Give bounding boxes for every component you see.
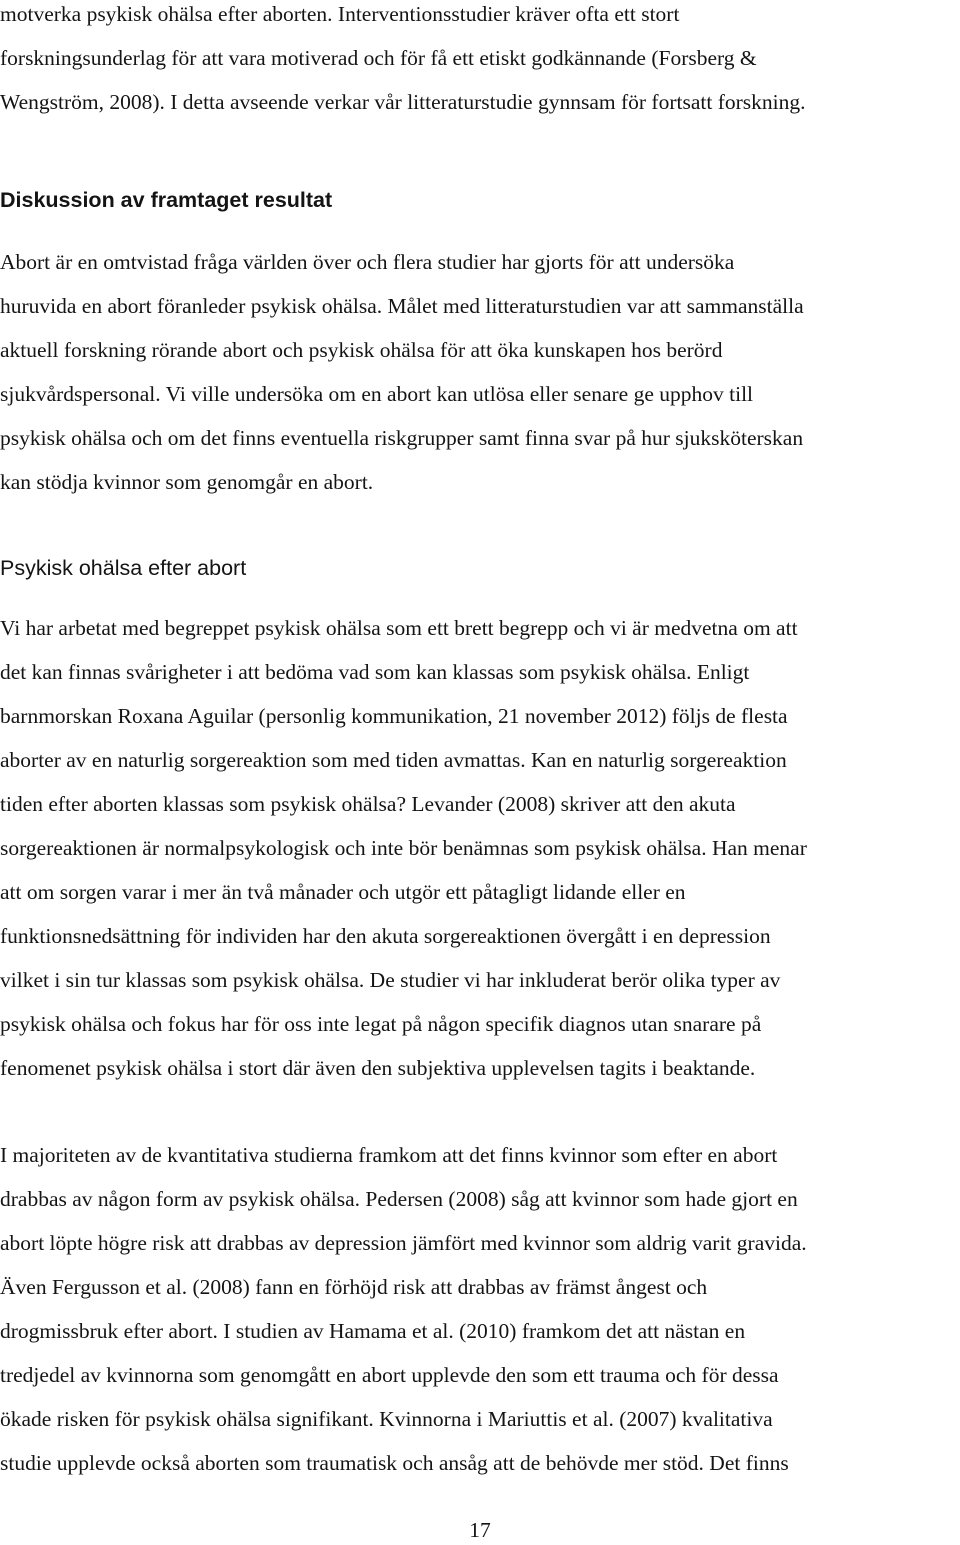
text-line: tiden efter aborten klassas som psykisk ohälsa? Levander (2008) skriver att den akuta — [0, 792, 736, 816]
text-line: huruvida en abort föranleder psykisk ohälsa. Målet med litteraturstudien var att sammanställa — [0, 294, 804, 318]
section-heading-discussion: Diskussion av framtaget resultat — [0, 188, 333, 212]
text-line: sjukvårdspersonal. Vi ville undersöka om en abort kan utlösa eller senare ge upphov till — [0, 382, 754, 406]
text-line: psykisk ohälsa och fokus har för oss inte legat på någon specifik diagnos utan snarare på — [0, 1012, 762, 1036]
text-line: tredjedel av kvinnorna som genomgått en abort upplevde den som ett trauma och för dessa — [0, 1363, 779, 1387]
text-line: I majoriteten av de kvantitativa studierna framkom att det finns kvinnor som efter en abort — [0, 1143, 778, 1167]
text-line: Även Fergusson et al. (2008) fann en förhöjd risk att drabbas av främst ångest och — [0, 1275, 708, 1299]
text-line: kan stödja kvinnor som genomgår en abort. — [0, 470, 374, 494]
text-line: psykisk ohälsa och om det finns eventuella riskgrupper samt finna svar på hur sjuksköterskan — [0, 426, 804, 450]
text-line: det kan finnas svårigheter i att bedöma vad som kan klassas som psykisk ohälsa. Enligt — [0, 660, 750, 684]
text-line: drogmissbruk efter abort. I studien av Hamama et al. (2010) framkom det att nästan en — [0, 1319, 746, 1343]
text-line: forskningsunderlag för att vara motiverad och för få ett etiskt godkännande (Forsberg & — [0, 46, 757, 70]
page-number: 17 — [469, 1518, 491, 1542]
intro-paragraph — [0, 0, 960, 124]
text-line: att om sorgen varar i mer än två månader och utgör ett påtagligt lidande eller en — [0, 880, 686, 904]
text-line: vilket i sin tur klassas som psykisk ohälsa. De studier vi har inkluderat berör olika typer av — [0, 968, 781, 992]
text-line: Vi har arbetat med begreppet psykisk ohälsa som ett brett begrepp och vi är medvetna om att — [0, 616, 798, 640]
discussion-paragraph — [0, 240, 960, 504]
text-line: barnmorskan Roxana Aguilar (personlig kommunikation, 21 november 2012) följs de flesta — [0, 704, 788, 728]
section-heading-psykisk-ohalsa: Psykisk ohälsa efter abort — [0, 556, 247, 580]
text-line: fenomenet psykisk ohälsa i stort där även den subjektiva upplevelsen tagits i beaktande. — [0, 1056, 756, 1080]
text-line: motverka psykisk ohälsa efter aborten. Interventionsstudier kräver ofta ett stort — [0, 2, 680, 26]
text-line: abort löpte högre risk att drabbas av depression jämfört med kvinnor som aldrig varit gravida. — [0, 1231, 807, 1255]
text-line: Abort är en omtvistad fråga världen över och flera studier har gjorts för att undersöka — [0, 250, 735, 274]
text-line: aktuell forskning rörande abort och psykisk ohälsa för att öka kunskapen hos berörd — [0, 338, 723, 362]
text-line: ökade risken för psykisk ohälsa signifikant. Kvinnorna i Mariuttis et al. (2007) kvalitativa — [0, 1407, 773, 1431]
text-line: funktionsnedsättning för individen har den akuta sorgereaktionen övergått i en depression — [0, 924, 771, 948]
text-line: aborter av en naturlig sorgereaktion som med tiden avmattas. Kan en naturlig sorgereaktion — [0, 748, 787, 772]
psykisk-paragraph-1 — [0, 606, 960, 1090]
text-line: Wengström, 2008). I detta avseende verkar vår litteraturstudie gynnsam för fortsatt forskning. — [0, 90, 806, 114]
psykisk-paragraph-2 — [0, 1133, 960, 1485]
text-line: studie upplevde också aborten som traumatisk och ansåg att de behövde mer stöd. Det finns — [0, 1451, 789, 1475]
text-line: drabbas av någon form av psykisk ohälsa. Pedersen (2008) såg att kvinnor som hade gjort en — [0, 1187, 798, 1211]
text-line: sorgereaktionen är normalpsykologisk och inte bör benämnas som psykisk ohälsa. Han menar — [0, 836, 807, 860]
